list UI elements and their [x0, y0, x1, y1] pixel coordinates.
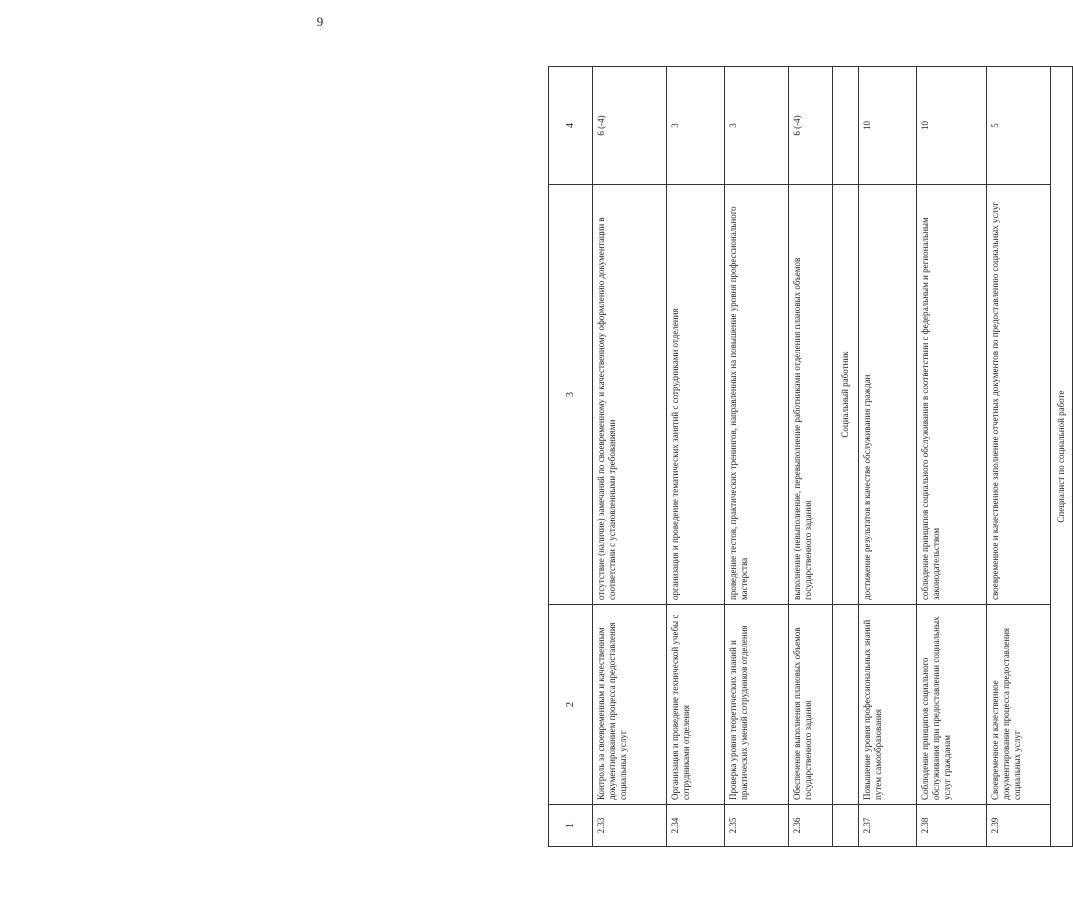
row-number: 2.36: [789, 805, 833, 847]
header-row: [549, 67, 593, 847]
points-cell: 10: [917, 67, 987, 185]
table-row: [593, 67, 667, 847]
row-number: 2.39: [987, 805, 1051, 847]
table-row: [859, 67, 917, 847]
criterion-cell: Организация и проведение технической учебы с сотрудниками отделения: [667, 605, 725, 805]
header-col-2: 2: [549, 605, 593, 805]
section-social-worker: Социальный работник: [833, 185, 859, 605]
rotated-table-container: [548, 67, 1067, 847]
row-number: 2.34: [667, 805, 725, 847]
indicator-cell: соблюдение принципов социального обслуживания в соответствии с федеральным и региональным законодательством: [917, 185, 987, 605]
points-cell: 6 (-4): [593, 67, 667, 185]
section-row: [833, 67, 859, 847]
points-cell: 10: [859, 67, 917, 185]
row-number: 2.33: [593, 805, 667, 847]
page-number: 9: [316, 14, 324, 29]
row-number: 2.37: [859, 805, 917, 847]
points-cell: 3: [725, 67, 789, 185]
table-row: [987, 67, 1051, 847]
points-cell: 5: [987, 67, 1051, 185]
header-col-1: 1: [549, 805, 593, 847]
criterion-cell: Своевременное и качественное документирование процесса предоставления социальных услуг: [987, 605, 1051, 805]
indicator-cell: достижение результатов в качестве обслуживания граждан: [859, 185, 917, 605]
criterion-cell: Повышение уровня профессиональных знаний путем самообразования: [859, 605, 917, 805]
indicator-cell: выполнение (невыполнение, перевыполнение работниками отделения плановых объемов государственного задания: [789, 185, 833, 605]
criterion-cell: Контроль за своевременным и качественным документированием процесса предоставления социальных услуг: [593, 605, 667, 805]
table-row: [789, 67, 833, 847]
table-row: [667, 67, 725, 847]
section-blank: [833, 605, 859, 805]
row-number: 2.38: [917, 805, 987, 847]
header-col-3: 3: [549, 185, 593, 605]
header-col-4: 4: [549, 67, 593, 185]
section-blank: [833, 805, 859, 847]
indicator-cell: отсутствие (наличие) замечаний по своевременному и качественному оформлению документации в соответствии с установленными требованиями: [593, 185, 667, 605]
criterion-cell: Проверка уровня теоретических знаний и практических умений сотрудников отделения: [725, 605, 789, 805]
table-row: [917, 67, 987, 847]
criterion-cell: Обеспечение выполнения плановых объемов государственного задания: [789, 605, 833, 805]
indicator-cell: своевременное и качественное заполнение отчетных документов по предоставлению социальных услуг: [987, 185, 1051, 605]
row-number: 2.35: [725, 805, 789, 847]
indicator-cell: организация и проведение тематических занятий с сотрудниками отделения: [667, 185, 725, 605]
section-row: [1051, 67, 1073, 847]
points-cell: 3: [667, 67, 725, 185]
section-blank: [833, 67, 859, 185]
criterion-cell: Соблюдение принципов социального обслуживания при предоставлении социальных услуг гражданам: [917, 605, 987, 805]
table-row: [725, 67, 789, 847]
points-cell: 6 (-4): [789, 67, 833, 185]
section-specialist: Специалист по социальной работе: [1051, 67, 1073, 847]
criteria-table: [548, 66, 1073, 847]
indicator-cell: проведение тестов, практических тренингов, направленных на повышение уровня профессионального мастерства: [725, 185, 789, 605]
